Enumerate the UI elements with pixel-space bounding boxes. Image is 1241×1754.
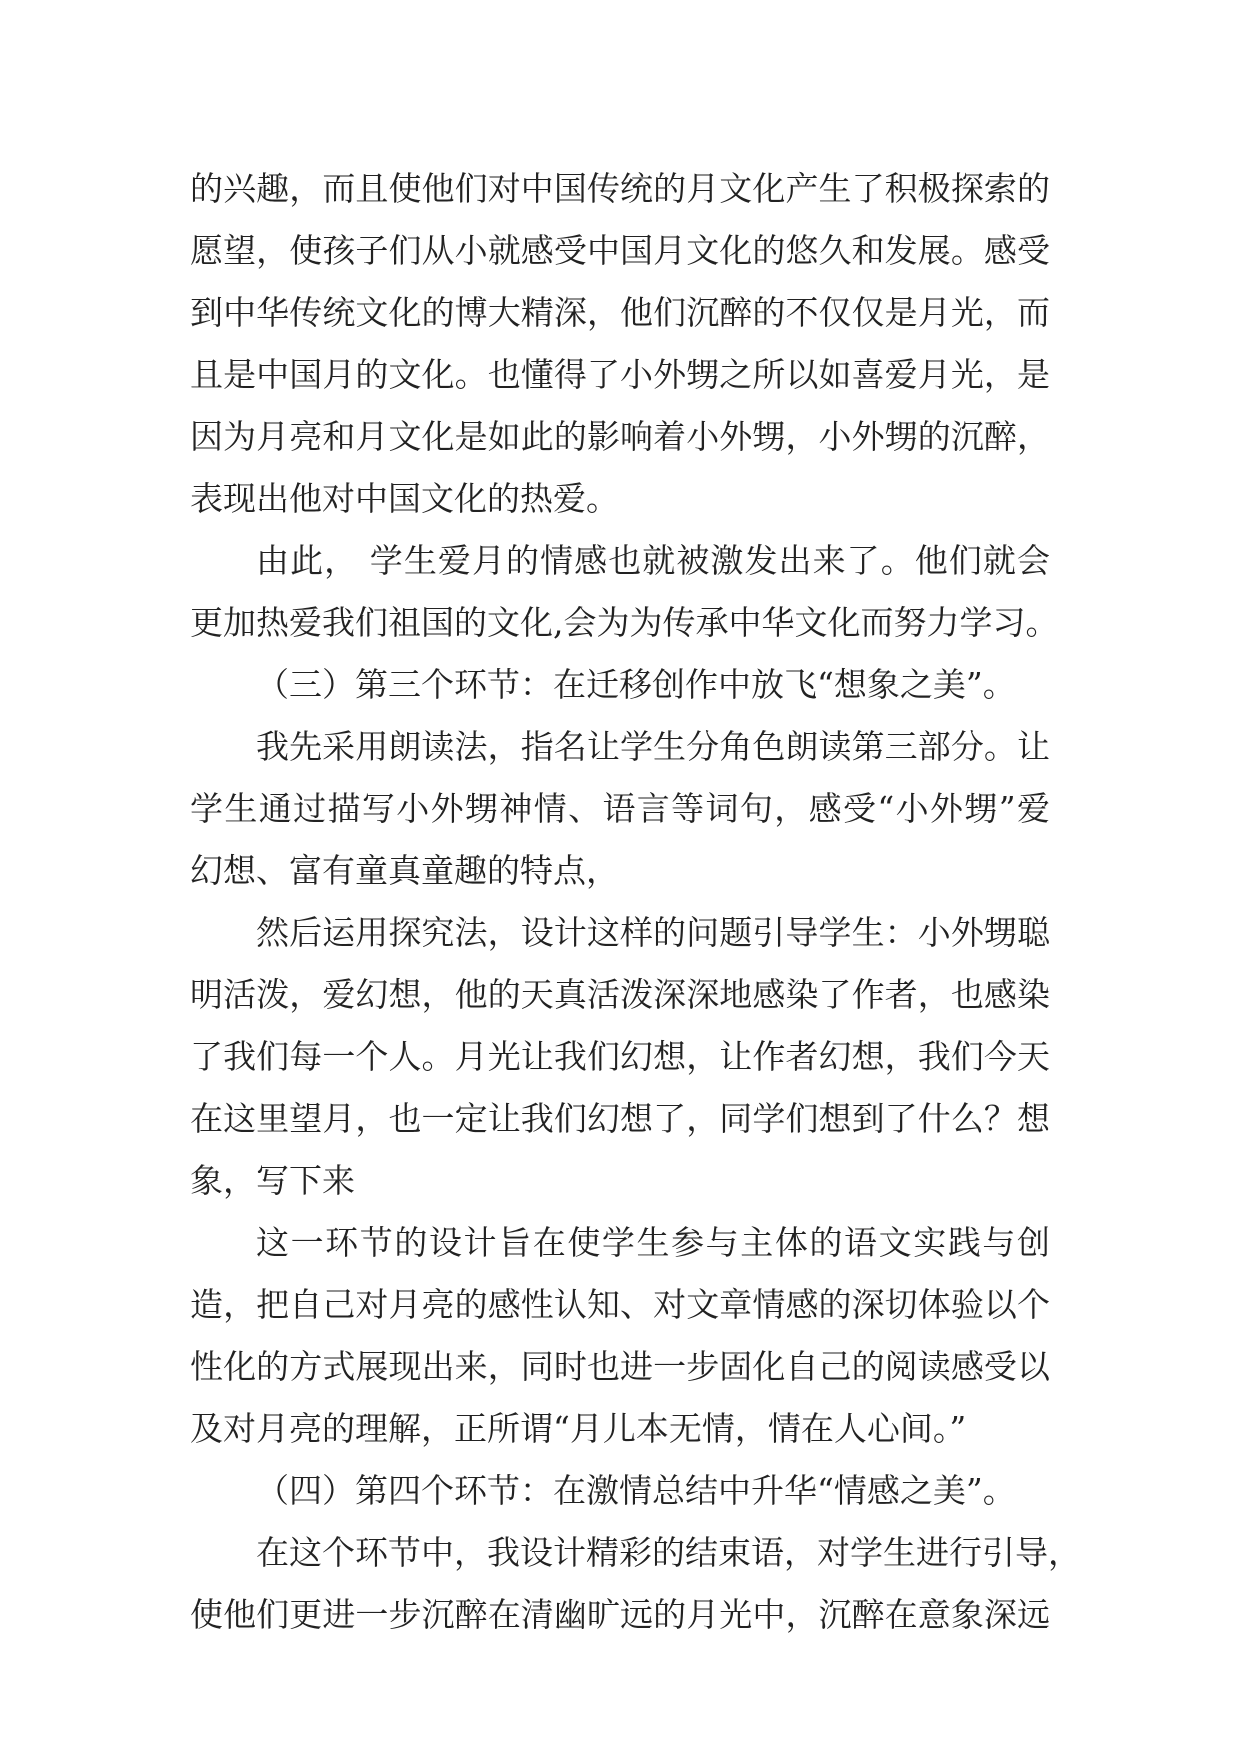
text-line: 性化的方式展现出来，同时也进一步固化自己的阅读感受以 <box>190 1347 1050 1386</box>
paragraph-start-line: 这一环节的设计旨在使学生参与主体的语文实践与创 <box>256 1223 1050 1262</box>
text-line: 学生通过描写小外甥神情、语言等词句，感受“小外甥”爱 <box>190 789 1050 828</box>
text-line: 且是中国月的文化。也懂得了小外甥之所以如喜爱月光，是 <box>190 355 1050 394</box>
text-line: 了我们每一个人。月光让我们幻想，让作者幻想，我们今天 <box>190 1037 1050 1076</box>
paragraph-start-line: 在这个环节中，我设计精彩的结束语，对学生进行引导， <box>256 1533 1081 1572</box>
body-text <box>190 158 1081 1646</box>
text-line: 使他们更进一步沉醉在清幽旷远的月光中，沉醉在意象深远 <box>190 1595 1050 1634</box>
text-line: 及对月亮的理解，正所谓“月儿本无情，情在人心间。” <box>190 1409 967 1448</box>
text-line: 因为月亮和月文化是如此的影响着小外甥，小外甥的沉醉， <box>190 417 1050 456</box>
text-line: 象，写下来 <box>190 1161 355 1200</box>
paragraph-start-line: 由此， 学生爱月的情感也就被激发出来了。他们就会 <box>256 541 1050 580</box>
text-line: 到中华传统文化的博大精深，他们沉醉的不仅仅是月光，而 <box>190 293 1050 332</box>
text-line: 明活泼，爱幻想，他的天真活泼深深地感染了作者，也感染 <box>190 975 1050 1014</box>
section-heading-4: （四）第四个环节：在激情总结中升华“情感之美”。 <box>256 1471 1016 1510</box>
text-line: 的兴趣，而且使他们对中国传统的月文化产生了积极探索的 <box>190 169 1050 208</box>
text-line: 造，把自己对月亮的感性认知、对文章情感的深切体验以个 <box>190 1285 1050 1324</box>
section-heading-3: （三）第三个环节：在迁移创作中放飞“想象之美”。 <box>256 665 1016 704</box>
text-line: 幻想、富有童真童趣的特点， <box>190 851 619 890</box>
text-line: 表现出他对中国文化的热爱。 <box>190 479 619 518</box>
text-line: 愿望，使孩子们从小就感受中国月文化的悠久和发展。感受 <box>190 231 1050 270</box>
paragraph-start-line: 然后运用探究法，设计这样的问题引导学生：小外甥聪 <box>256 913 1050 952</box>
text-line: 更加热爱我们祖国的文化,会为为传承中华文化而努力学习。 <box>190 603 1059 642</box>
paragraph-start-line: 我先采用朗读法，指名让学生分角色朗读第三部分。让 <box>256 727 1050 766</box>
text-line: 在这里望月，也一定让我们幻想了，同学们想到了什么？想 <box>190 1099 1050 1138</box>
